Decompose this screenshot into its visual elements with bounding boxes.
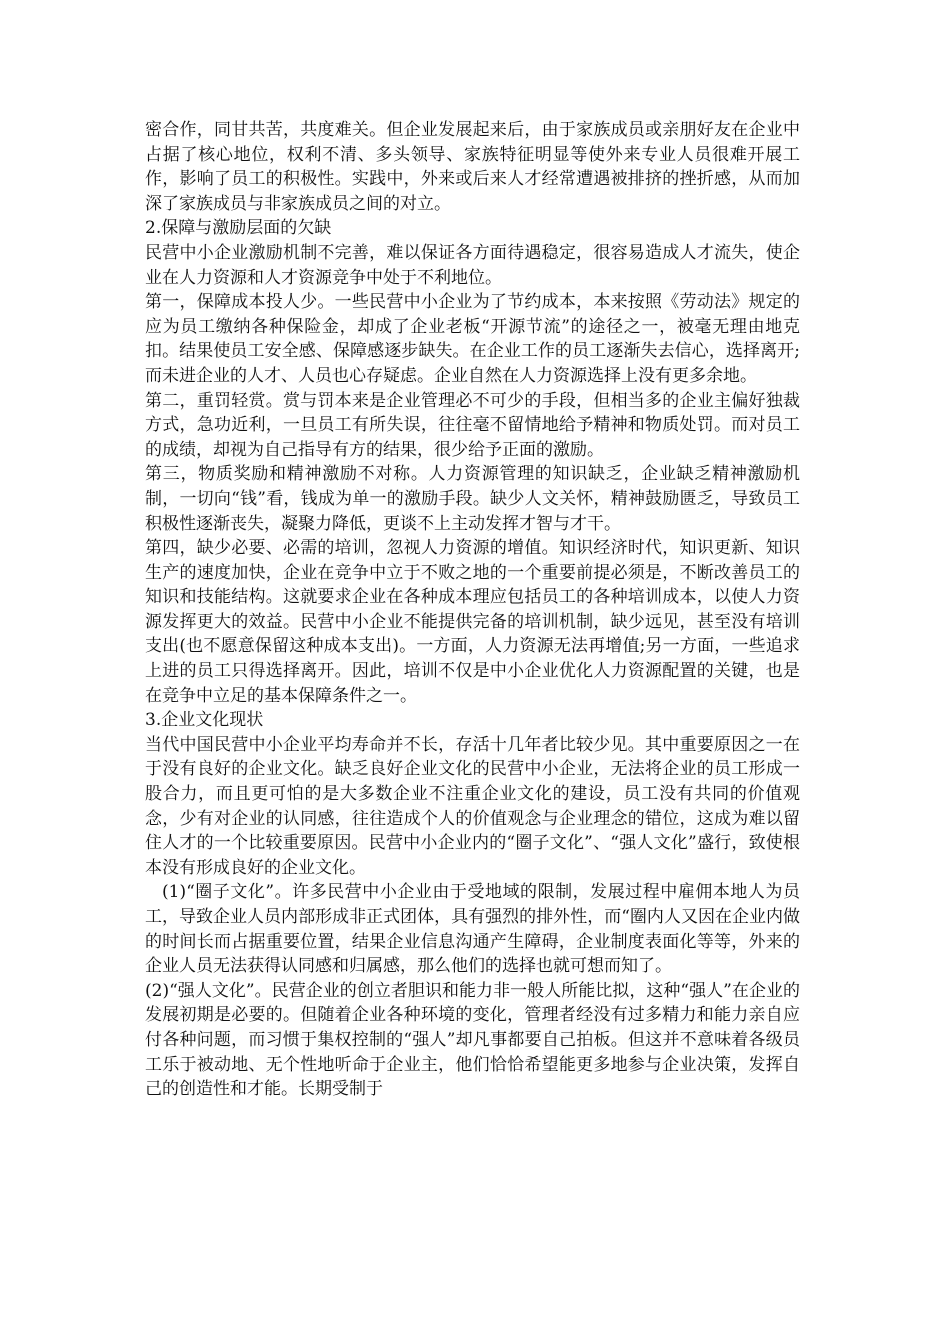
paragraph-family-conflict: 密合作，同甘共苦，共度难关。但企业发展起来后，由于家族成员或亲朋好友在企业中占据了核心地位，权利不清、多头领导、家族特征明显等使外来专业人员很难开展工作，影响了员工的积极性。实践中，外来或后来人才经常遭遇被排挤的挫折感，从而加深了家族成员与非家族成员之间的对立。 xyxy=(145,120,800,214)
section-heading-incentives: 2.保障与激励层面的欠缺 xyxy=(145,218,332,239)
paragraph-second-point: 第二，重罚轻赏。赏与罚本来是企业管理必不可少的手段，但相当多的企业主偏好独裁方式，急功近利，一旦员工有所失误，往往毫不留情地给予精神和物质处罚。而对员工的成绩，却视为自己指导有方的结果，很少给予正面的激励。 xyxy=(145,390,800,460)
paragraph-incentive-intro: 民营中小企业激励机制不完善，难以保证各方面待遇稳定，很容易造成人才流失，使企业在人力资源和人才资源竞争中处于不利地位。 xyxy=(145,242,800,288)
document-body xyxy=(145,118,800,1102)
paragraph-fourth-point: 第四，缺少必要、必需的培训，忽视人力资源的增值。知识经济时代，知识更新、知识生产的速度加快，企业在竞争中立于不败之地的一个重要前提必须是，不断改善员工的知识和技能结构。这就要求企业在各种成本理应包括员工的各种培训成本，以使人力资源发挥更大的效益。民营中小企业不能提供完备的培训机制，缺少远见，甚至没有培训支出(也不愿意保留这种成本支出)。一方面，人力资源无法再增值;另一方面，一些追求上进的员工只得选择离开。因此，培训不仅是中小企业优化人力资源配置的关键，也是在竞争中立足的基本保障条件之一。 xyxy=(145,538,800,706)
paragraph-culture-intro: 当代中国民营中小企业平均寿命并不长，存活十几年者比较少见。其中重要原因之一在于没有良好的企业文化。缺乏良好企业文化的民营中小企业，无法将企业的员工形成一股合力，而且更可怕的是大多数企业不注重企业文化的建设，员工没有共同的价值观念，少有对企业的认同感，往往造成个人的价值观念与企业理念的错位，这成为难以留住人才的一个比较重要原因。民营中小企业内的“圈子文化”、“强人文化”盛行，致使根本没有形成良好的企业文化。 xyxy=(145,734,800,878)
paragraph-circle-culture: (1)“圈子文化”。许多民营中小企业由于受地域的限制，发展过程中雇佣本地人为员工，导致企业人员内部形成非正式团体，具有强烈的排外性，而“圈内人又因在企业内做的时间长而占据重要位置，结果企业信息沟通产生障碍，企业制度表面化等等，外来的企业人员无法获得认同感和归属感，那么他们的选择也就可想而知了。 xyxy=(145,882,800,977)
paragraph-strongman-culture: (2)“强人文化”。民营企业的创立者胆识和能力非一般人所能比拟，这种“强人”在企业的发展初期是必要的。但随着企业各种环境的变化，管理者经没有过多精力和能力亲自应付各种问题，而习惯于集权控制的“强人”却凡事都要自己拍板。但这并不意味着各级员工乐于被动地、无个性地听命于企业主，他们恰恰希望能更多地参与企业决策，发挥自己的创造性和才能。长期受制于 xyxy=(145,980,800,1100)
paragraph-first-point: 第一，保障成本投人少。一些民营中小企业为了节约成本，本来按照《劳动法》规定的应为员工缴纳各种保险金，却成了企业老板“开源节流”的途径之一，被毫无理由地克扣。结果使员工安全感、保障感逐步缺失。在企业工作的员工逐渐失去信心，选择离开;而未进企业的人才、人员也心存疑虑。企业自然在人力资源选择上没有更多余地。 xyxy=(145,292,800,386)
paragraph-third-point: 第三，物质奖励和精神激励不对称。人力资源管理的知识缺乏，企业缺乏精神激励机制，一切向“钱”看，钱成为单一的激励手段。缺少人文关怀，精神鼓励匮乏，导致员工积极性逐渐丧失，凝聚力降低，更谈不上主动发挥才智与才干。 xyxy=(145,464,800,534)
section-heading-culture: 3.企业文化现状 xyxy=(145,710,264,731)
